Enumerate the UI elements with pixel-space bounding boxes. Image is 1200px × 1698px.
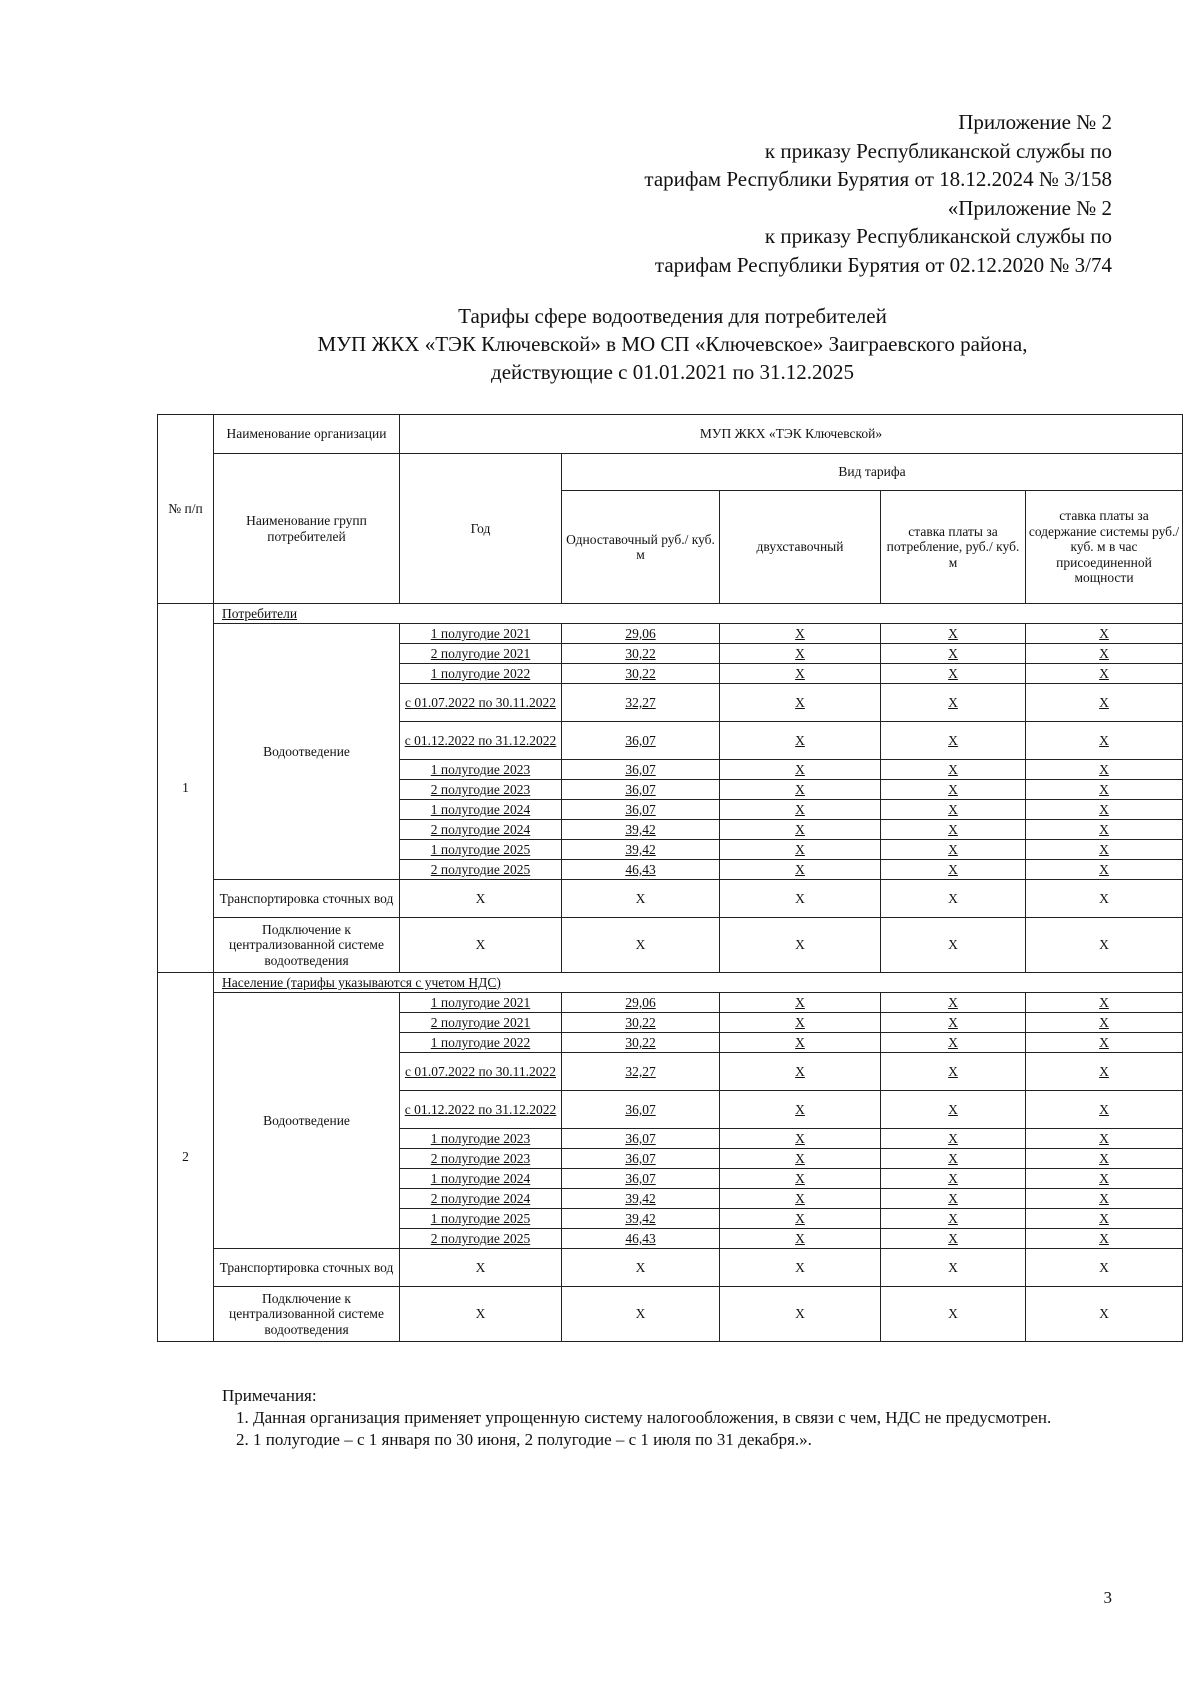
- mark-cell: X: [881, 1169, 1026, 1189]
- mark-cell: X: [562, 880, 720, 918]
- single-rate-value: 36,07: [562, 722, 720, 760]
- mark-cell: X: [1026, 1033, 1183, 1053]
- appendix-line: Приложение № 2: [958, 110, 1112, 134]
- header-two-rate: двухставочный: [720, 491, 881, 604]
- mark-cell: X: [562, 1287, 720, 1342]
- mark-cell: X: [720, 1129, 881, 1149]
- mark-cell: X: [881, 624, 1026, 644]
- connection-label: Подключение к централизованной системе водоотведения: [214, 918, 400, 973]
- mark-cell: X: [881, 800, 1026, 820]
- notes: [180, 1385, 1160, 1451]
- single-rate-value: 30,22: [562, 1033, 720, 1053]
- header-single-rate: Одноставочный руб./ куб. м: [562, 491, 720, 604]
- appendix-line: тарифам Республики Бурятия от 18.12.2024 № 3/158: [644, 167, 1112, 191]
- mark-cell: X: [1026, 918, 1183, 973]
- single-rate-value: 29,06: [562, 624, 720, 644]
- mark-cell: X: [720, 1149, 881, 1169]
- appendix-line: к приказу Республиканской службы по: [764, 138, 1112, 163]
- mark-cell: X: [720, 664, 881, 684]
- mark-cell: X: [1026, 780, 1183, 800]
- single-rate-value: 29,06: [562, 993, 720, 1013]
- single-rate-value: 36,07: [562, 760, 720, 780]
- appendix-header: [644, 108, 1112, 279]
- mark-cell: X: [720, 1013, 881, 1033]
- header-group-label: Наименование групп потребителей: [214, 454, 400, 604]
- section-number: 1: [158, 604, 214, 973]
- mark-cell: X: [881, 1053, 1026, 1091]
- period-cell: 1 полугодие 2025: [400, 840, 562, 860]
- single-rate-value: 32,27: [562, 1053, 720, 1091]
- title-line: Тарифы сфере водоотведения для потребителей: [458, 304, 887, 328]
- mark-cell: X: [1026, 664, 1183, 684]
- mark-cell: X: [1026, 1169, 1183, 1189]
- connection-row: [158, 1287, 1183, 1342]
- mark-cell: X: [881, 880, 1026, 918]
- transport-label: Транспортировка сточных вод: [214, 880, 400, 918]
- single-rate-value: 30,22: [562, 1013, 720, 1033]
- single-rate-value: 36,07: [562, 1091, 720, 1129]
- header-org-name: МУП ЖКХ «ТЭК Ключевской»: [400, 415, 1183, 454]
- title-line: МУП ЖКХ «ТЭК Ключевской» в МО СП «Ключевское» Заиграевского района,: [317, 332, 1028, 356]
- period-cell: 2 полугодие 2021: [400, 1013, 562, 1033]
- mark-cell: X: [881, 1149, 1026, 1169]
- group-row: [158, 973, 1183, 993]
- mark-cell: X: [1026, 1129, 1183, 1149]
- group-row: [158, 604, 1183, 624]
- period-cell: с 01.12.2022 по 31.12.2022: [400, 722, 562, 760]
- mark-cell: X: [720, 1249, 881, 1287]
- connection-row: [158, 918, 1183, 973]
- period-cell: 1 полугодие 2023: [400, 760, 562, 780]
- mark-cell: X: [1026, 1091, 1183, 1129]
- period-cell: с 01.07.2022 по 30.11.2022: [400, 684, 562, 722]
- period-cell: 1 полугодие 2024: [400, 1169, 562, 1189]
- document-title: [0, 302, 1200, 386]
- mark-cell: X: [720, 820, 881, 840]
- consumer-group: Потребители: [214, 604, 1183, 624]
- period-cell: 2 полугодие 2024: [400, 820, 562, 840]
- mark-cell: X: [881, 840, 1026, 860]
- single-rate-value: 39,42: [562, 820, 720, 840]
- mark-cell: X: [562, 918, 720, 973]
- mark-cell: X: [1026, 1053, 1183, 1091]
- mark-cell: X: [881, 860, 1026, 880]
- note-item: 1. Данная организация применяет упрощенную систему налогообложения, в связи с чем, НДС не предусмотрен.: [236, 1408, 1052, 1427]
- single-rate-value: 46,43: [562, 1229, 720, 1249]
- period-cell: 2 полугодие 2021: [400, 644, 562, 664]
- mark-cell: X: [720, 760, 881, 780]
- mark-cell: X: [1026, 624, 1183, 644]
- mark-cell: X: [400, 1287, 562, 1342]
- single-rate-value: 30,22: [562, 644, 720, 664]
- mark-cell: X: [720, 860, 881, 880]
- mark-cell: X: [881, 1249, 1026, 1287]
- mark-cell: X: [720, 918, 881, 973]
- mark-cell: X: [1026, 820, 1183, 840]
- mark-cell: X: [720, 1209, 881, 1229]
- mark-cell: X: [881, 993, 1026, 1013]
- mark-cell: X: [720, 800, 881, 820]
- header-num: № п/п: [158, 415, 214, 604]
- section-number: 2: [158, 973, 214, 1342]
- mark-cell: X: [1026, 1209, 1183, 1229]
- header-org-label: Наименование организации: [214, 415, 400, 454]
- consumer-group: Население (тарифы указываются с учетом НДС): [214, 973, 1183, 993]
- mark-cell: X: [1026, 1249, 1183, 1287]
- mark-cell: X: [720, 1053, 881, 1091]
- mark-cell: X: [400, 918, 562, 973]
- mark-cell: X: [1026, 840, 1183, 860]
- service-name: Водоотведение: [214, 993, 400, 1249]
- mark-cell: X: [881, 1229, 1026, 1249]
- single-rate-value: 36,07: [562, 1169, 720, 1189]
- title-line: действующие с 01.01.2021 по 31.12.2025: [491, 360, 854, 384]
- mark-cell: X: [881, 684, 1026, 722]
- transport-label: Транспортировка сточных вод: [214, 1249, 400, 1287]
- mark-cell: X: [720, 684, 881, 722]
- period-cell: 1 полугодие 2023: [400, 1129, 562, 1149]
- mark-cell: X: [881, 1287, 1026, 1342]
- period-cell: 1 полугодие 2025: [400, 1209, 562, 1229]
- mark-cell: X: [1026, 760, 1183, 780]
- tariff-row: [158, 993, 1183, 1013]
- single-rate-value: 30,22: [562, 664, 720, 684]
- mark-cell: X: [720, 880, 881, 918]
- mark-cell: X: [881, 644, 1026, 664]
- mark-cell: X: [1026, 722, 1183, 760]
- mark-cell: X: [1026, 1189, 1183, 1209]
- period-cell: 2 полугодие 2025: [400, 1229, 562, 1249]
- mark-cell: X: [1026, 1229, 1183, 1249]
- single-rate-value: 32,27: [562, 684, 720, 722]
- transport-row: [158, 880, 1183, 918]
- single-rate-value: 46,43: [562, 860, 720, 880]
- mark-cell: X: [720, 624, 881, 644]
- single-rate-value: 39,42: [562, 1189, 720, 1209]
- tariff-row: [158, 624, 1183, 644]
- service-name: Водоотведение: [214, 624, 400, 880]
- period-cell: 2 полугодие 2023: [400, 1149, 562, 1169]
- period-cell: с 01.12.2022 по 31.12.2022: [400, 1091, 562, 1129]
- notes-heading: Примечания:: [222, 1386, 317, 1405]
- mark-cell: X: [881, 1091, 1026, 1129]
- appendix-line: «Приложение № 2: [947, 195, 1112, 220]
- mark-cell: X: [720, 1169, 881, 1189]
- single-rate-value: 36,07: [562, 1149, 720, 1169]
- mark-cell: X: [881, 780, 1026, 800]
- header-tariff-kind: Вид тарифа: [562, 454, 1183, 491]
- mark-cell: X: [720, 993, 881, 1013]
- mark-cell: X: [881, 1033, 1026, 1053]
- mark-cell: X: [400, 1249, 562, 1287]
- mark-cell: X: [720, 780, 881, 800]
- mark-cell: X: [720, 1189, 881, 1209]
- mark-cell: X: [720, 1033, 881, 1053]
- mark-cell: X: [1026, 880, 1183, 918]
- period-cell: 1 полугодие 2022: [400, 1033, 562, 1053]
- mark-cell: X: [1026, 993, 1183, 1013]
- single-rate-value: 39,42: [562, 1209, 720, 1229]
- mark-cell: X: [881, 1189, 1026, 1209]
- mark-cell: X: [881, 820, 1026, 840]
- mark-cell: X: [1026, 1013, 1183, 1033]
- mark-cell: X: [720, 840, 881, 860]
- mark-cell: X: [1026, 1287, 1183, 1342]
- mark-cell: X: [881, 1209, 1026, 1229]
- mark-cell: X: [720, 1287, 881, 1342]
- mark-cell: X: [881, 918, 1026, 973]
- single-rate-value: 36,07: [562, 780, 720, 800]
- tariff-table: [157, 414, 1183, 1342]
- period-cell: 1 полугодие 2022: [400, 664, 562, 684]
- appendix-line: тарифам Республики Бурятия от 02.12.2020 № 3/74: [654, 252, 1112, 277]
- mark-cell: X: [720, 1229, 881, 1249]
- single-rate-value: 36,07: [562, 1129, 720, 1149]
- mark-cell: X: [400, 880, 562, 918]
- appendix-line: к приказу Республиканской службы по: [764, 224, 1112, 248]
- mark-cell: X: [881, 1013, 1026, 1033]
- period-cell: 2 полугодие 2025: [400, 860, 562, 880]
- mark-cell: X: [1026, 1149, 1183, 1169]
- transport-row: [158, 1249, 1183, 1287]
- mark-cell: X: [881, 722, 1026, 760]
- mark-cell: X: [1026, 644, 1183, 664]
- mark-cell: X: [1026, 800, 1183, 820]
- header-maintenance-rate: ставка платы за содержание системы руб./куб. м в час присоединенной мощности: [1026, 491, 1183, 604]
- page-number: 3: [1103, 1588, 1112, 1607]
- period-cell: 1 полугодие 2024: [400, 800, 562, 820]
- mark-cell: X: [720, 644, 881, 664]
- mark-cell: X: [720, 722, 881, 760]
- mark-cell: X: [1026, 860, 1183, 880]
- single-rate-value: 36,07: [562, 800, 720, 820]
- note-item: 2. 1 полугодие – с 1 января по 30 июня, 2 полугодие – с 1 июля по 31 декабря.».: [236, 1430, 812, 1449]
- period-cell: 1 полугодие 2021: [400, 624, 562, 644]
- mark-cell: X: [720, 1091, 881, 1129]
- period-cell: 2 полугодие 2024: [400, 1189, 562, 1209]
- single-rate-value: 39,42: [562, 840, 720, 860]
- mark-cell: X: [1026, 684, 1183, 722]
- mark-cell: X: [881, 760, 1026, 780]
- mark-cell: X: [881, 1129, 1026, 1149]
- period-cell: 2 полугодие 2023: [400, 780, 562, 800]
- header-consumption-rate: ставка платы за потребление, руб./ куб. м: [881, 491, 1026, 604]
- connection-label: Подключение к централизованной системе водоотведения: [214, 1287, 400, 1342]
- period-cell: с 01.07.2022 по 30.11.2022: [400, 1053, 562, 1091]
- period-cell: 1 полугодие 2021: [400, 993, 562, 1013]
- header-year: Год: [400, 454, 562, 604]
- mark-cell: X: [881, 664, 1026, 684]
- mark-cell: X: [562, 1249, 720, 1287]
